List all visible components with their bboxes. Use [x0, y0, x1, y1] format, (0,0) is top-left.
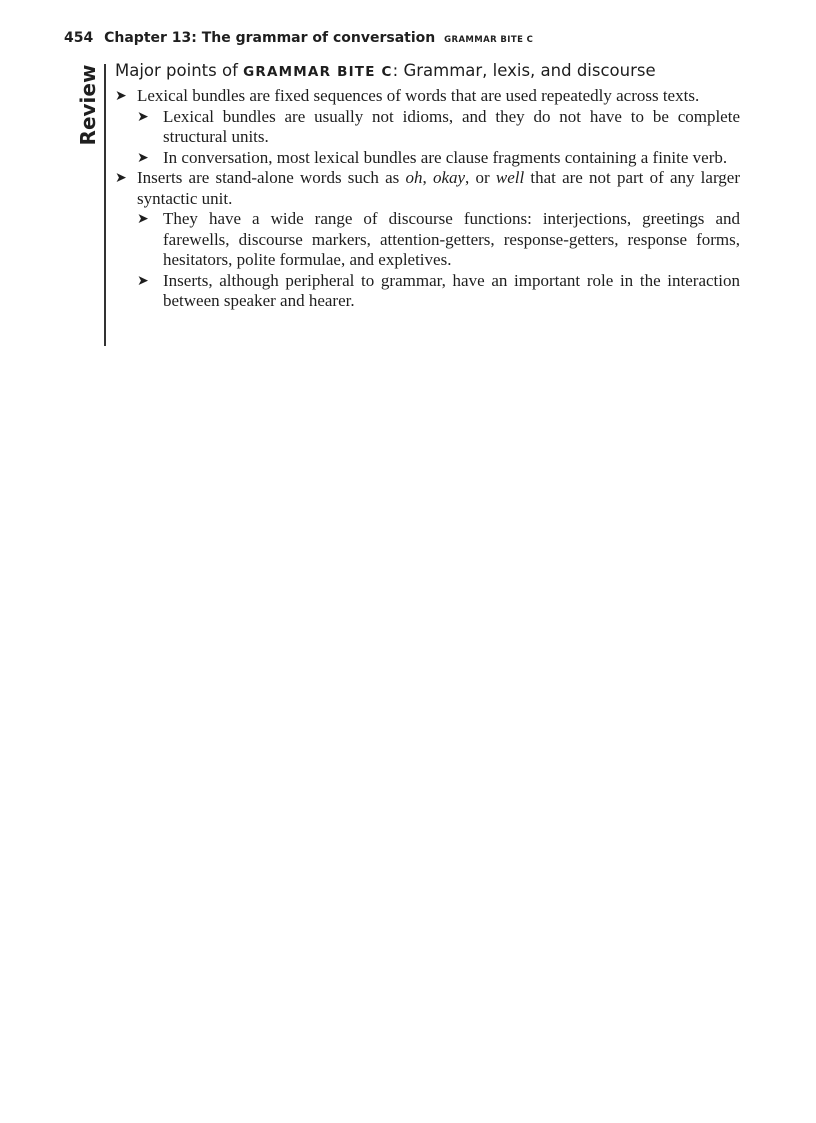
text-segment: , or [465, 168, 496, 187]
grammar-bite-tag: GRAMMAR BITE C [444, 35, 534, 45]
review-side-tab [74, 60, 102, 150]
bullet-text: Lexical bundles are fixed sequences of words that are used repeatedly across texts. [137, 86, 700, 105]
example-word: well [495, 168, 525, 187]
arrow-bullet-icon: ➤ [115, 88, 127, 104]
sub-bullet-text: Inserts, although peripheral to grammar, have an important role in the interaction between speaker and hearer. [163, 270, 740, 310]
list-item [115, 86, 740, 168]
review-section [115, 60, 740, 312]
list-item [115, 168, 740, 312]
sub-list-item [137, 209, 740, 271]
arrow-bullet-icon: ➤ [137, 272, 149, 289]
running-head [64, 30, 533, 46]
sub-list-item [137, 107, 740, 148]
arrow-bullet-icon: ➤ [137, 149, 149, 166]
bullet-text [137, 168, 740, 208]
page-number: 454 [64, 30, 94, 46]
section-heading [115, 60, 740, 83]
heading-prefix: Major points of [115, 61, 238, 80]
sub-list-item [137, 148, 740, 169]
arrow-bullet-icon: ➤ [137, 211, 149, 227]
arrow-bullet-icon: ➤ [137, 108, 149, 125]
text-segment: Inserts are stand-alone words such as [137, 168, 406, 187]
sub-list-item [137, 271, 740, 312]
text-segment: , [422, 168, 433, 187]
sub-bullet-text: They have a wide range of discourse functions: interjections, greetings and farewells, discourse markers, attention-getters, response-getters, response forms, hesitators, polite formulae, and expletives. [163, 209, 740, 269]
example-word: oh [405, 168, 423, 187]
heading-bite-label: GRAMMAR BITE C [243, 64, 393, 80]
major-points-list [115, 86, 740, 312]
example-word: okay [432, 168, 466, 187]
sub-list [137, 209, 740, 312]
review-label: Review [76, 64, 100, 146]
sub-bullet-text: Lexical bundles are usually not idioms, and they do not have to be complete structural units. [163, 106, 740, 146]
text-segment: that are not part of any larger syntactic unit. [137, 168, 741, 208]
chapter-title: Chapter 13: The grammar of conversation [104, 30, 436, 46]
arrow-bullet-icon: ➤ [115, 170, 127, 186]
sub-list [137, 107, 740, 169]
sub-bullet-text: In conversation, most lexical bundles are clause fragments containing a finite verb. [163, 147, 728, 167]
heading-suffix: : Grammar, lexis, and discourse [392, 61, 656, 80]
review-rule [104, 64, 106, 346]
